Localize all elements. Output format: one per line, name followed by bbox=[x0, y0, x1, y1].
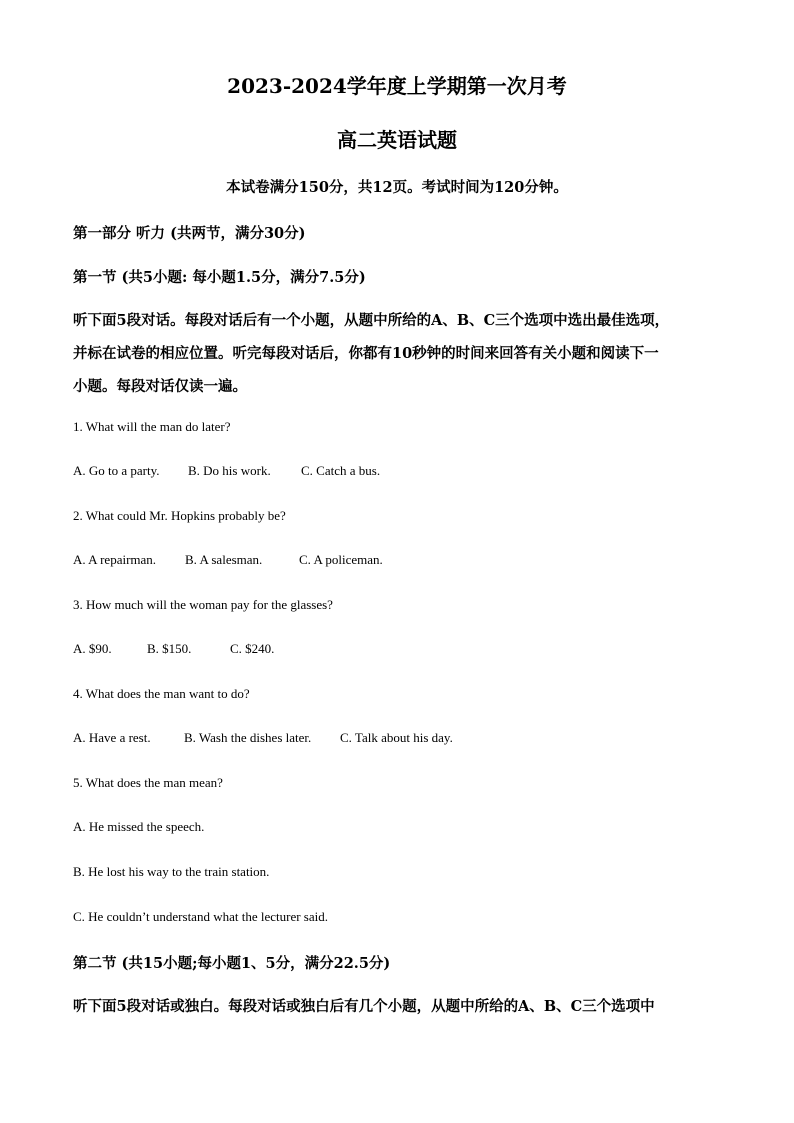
question-1: 1. What will the man do later? bbox=[73, 419, 231, 434]
section2-instructions bbox=[73, 990, 723, 1023]
question-2: 2. What could Mr. Hopkins probably be? bbox=[73, 508, 286, 523]
option-c: C. Talk about his day. bbox=[340, 730, 453, 745]
option-b: B. Do his work. bbox=[188, 463, 271, 478]
exam-subtitle: 高二英语试题 bbox=[337, 128, 457, 152]
section2-heading: 第二节 (共15小题;每小题1、5分，满分22.5分) bbox=[73, 955, 391, 972]
option-b: B. $150. bbox=[147, 641, 192, 656]
instruction-line: 听下面5段对话或独白。每段对话或独白后有几个小题，从题中所给的A、B、C三个选项中 bbox=[73, 998, 655, 1015]
option-a: A. A repairman. bbox=[73, 552, 157, 567]
option-b: B. A salesman. bbox=[185, 552, 263, 567]
section1-heading: 第一节 (共5小题: 每小题1.5分，满分7.5分) bbox=[73, 269, 366, 286]
option-b: B. Wash the dishes later. bbox=[184, 730, 312, 745]
question-5-option-c: C. He couldn’t understand what the lecturer said. bbox=[73, 909, 328, 924]
part1-heading: 第一部分 听力 (共两节，满分30分) bbox=[73, 225, 306, 242]
question-5: 5. What does the man mean? bbox=[73, 775, 223, 790]
option-c: C. A policeman. bbox=[299, 552, 383, 567]
instruction-line: 小题。每段对话仅读一遍。 bbox=[73, 378, 247, 395]
instruction-line: 并标在试卷的相应位置。听完每段对话后，你都有10秒钟的时间来回答有关小题和阅读下一 bbox=[73, 345, 659, 362]
question-3: 3. How much will the woman pay for the glasses? bbox=[73, 597, 333, 612]
question-1-options bbox=[73, 463, 380, 479]
question-2-options bbox=[73, 552, 383, 568]
option-c: C. Catch a bus. bbox=[301, 463, 381, 478]
section1-instructions bbox=[73, 304, 723, 403]
question-3-options bbox=[73, 641, 274, 657]
option-a: A. Go to a party. bbox=[73, 463, 160, 478]
exam-info: 本试卷满分150分，共12页。考试时间为120分钟。 bbox=[226, 179, 568, 196]
option-a: A. $90. bbox=[73, 641, 112, 656]
question-4: 4. What does the man want to do? bbox=[73, 686, 250, 701]
exam-title: 2023-2024学年度上学期第一次月考 bbox=[227, 74, 567, 98]
question-4-options bbox=[73, 730, 453, 746]
option-c: C. $240. bbox=[230, 641, 275, 656]
question-5-option-b: B. He lost his way to the train station. bbox=[73, 864, 270, 879]
question-5-option-a: A. He missed the speech. bbox=[73, 819, 205, 834]
option-a: A. Have a rest. bbox=[73, 730, 151, 745]
instruction-line: 听下面5段对话。每段对话后有一个小题，从题中所给的A、B、C三个选项中选出最佳选项， bbox=[73, 312, 670, 329]
